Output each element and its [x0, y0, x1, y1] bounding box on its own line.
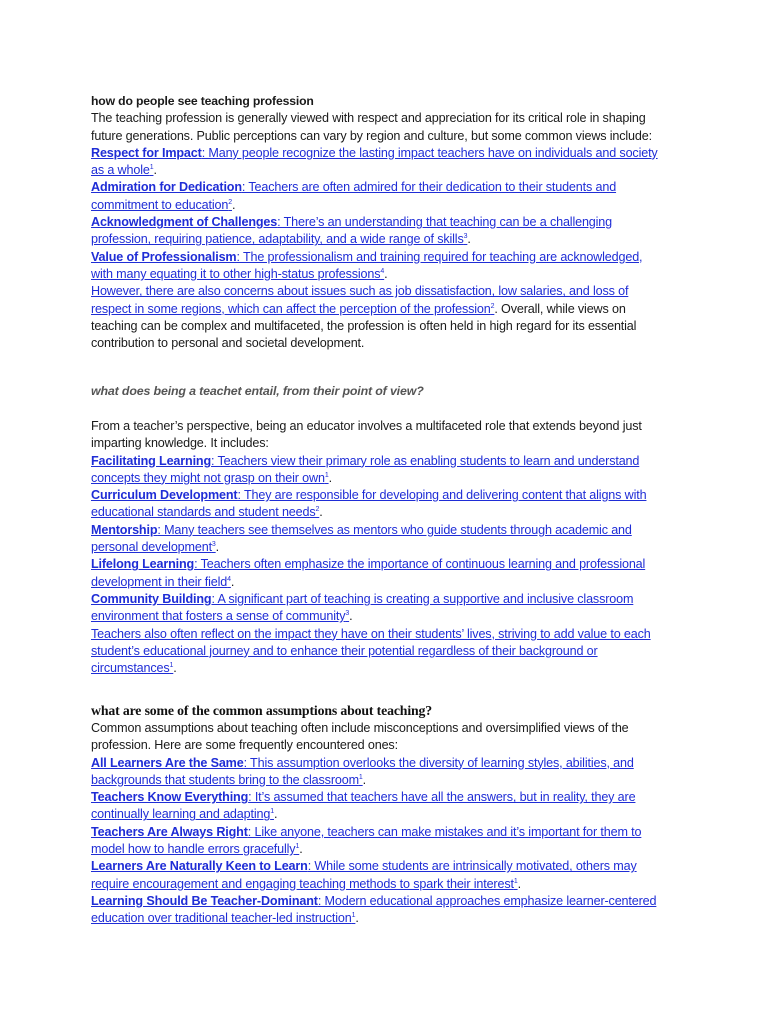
list-item-cont: as a whole$^1$.	[91, 163, 157, 178]
citation-link[interactable]: education over traditional teacher-led instruction$^1$	[91, 911, 356, 926]
citation-marker: 2	[490, 302, 495, 310]
section-heading: how do people see teaching profession	[91, 94, 314, 108]
list-item	[91, 824, 691, 841]
paragraph-line: teaching can be complex and multifaceted, the profession is often held in high regard for its essential	[91, 318, 637, 333]
section-public-perception	[91, 93, 691, 352]
citation-link[interactable]: with many equating it to other high-status professions$^4$	[91, 266, 385, 281]
list-item	[91, 453, 691, 470]
citation-link[interactable]: Mentorship: Many teachers see themselves as mentors who guide students through academic and	[91, 522, 632, 537]
list-item	[91, 487, 691, 504]
citation-link[interactable]: concepts they might not grasp on their own$^1$	[91, 470, 329, 485]
citation-link[interactable]: model how to handle errors gracefully$^1$	[91, 842, 300, 857]
concluding-line: circumstances$^1$.	[91, 661, 177, 676]
citation-link[interactable]: commitment to education$^2$	[91, 197, 232, 212]
paragraph-line: From a teacher’s perspective, being an educator involves a multifaceted role that extends beyond just	[91, 419, 642, 433]
citation-link[interactable]: Acknowledgment of Challenges: There’s an understanding that teaching can be a challenging	[91, 215, 613, 230]
citation-link[interactable]: circumstances$^1$	[91, 661, 174, 676]
citation-link[interactable]: personal development$^3$	[91, 540, 216, 555]
citation-marker: 1	[324, 471, 329, 479]
list-item-cont: education over traditional teacher-led instruction$^1$.	[91, 911, 359, 926]
citation-marker: 1	[358, 773, 363, 781]
list-item	[91, 755, 691, 772]
paragraph-line: The teaching profession is generally viewed with respect and appreciation for its critical role in shaping	[91, 111, 646, 126]
citation-marker: 2	[228, 198, 232, 206]
list-item-cont: development in their field$^4$.	[91, 574, 235, 589]
concluding-line	[91, 283, 691, 300]
list-item-cont: profession, requiring patience, adaptability, and a wide range of skills$^3$.	[91, 232, 471, 247]
list-item	[91, 556, 691, 573]
citation-link[interactable]: Respect for Impact: Many people recognize the lasting impact teachers have on individuals and society	[91, 145, 658, 160]
citation-link[interactable]: Learners Are Naturally Keen to Learn: While some students are intrinsically motivated, others may	[91, 859, 637, 874]
citation-marker: 3	[345, 610, 350, 618]
list-item	[91, 249, 691, 266]
citation-link[interactable]: Curriculum Development: They are responsible for developing and delivering content that aligns with	[91, 488, 647, 503]
list-item-cont: commitment to education$^2$.	[91, 197, 236, 212]
list-item-cont: concepts they might not grasp on their own$^1$.	[91, 470, 332, 485]
citation-link[interactable]: However, there are also concerns about issues such as job dissatisfaction, low salaries, and loss of	[91, 284, 629, 299]
citation-link[interactable]: backgrounds that students bring to the classroom$^1$	[91, 772, 363, 787]
citation-marker: 4	[380, 267, 385, 275]
citation-link[interactable]: respect in some regions, which can affect the perception of the profession$^2$	[91, 301, 495, 316]
concluding-line	[91, 626, 691, 643]
citation-link[interactable]: development in their field$^4$	[91, 574, 231, 589]
citation-link[interactable]: Learning Should Be Teacher-Dominant: Modern educational approaches emphasize learner-centered	[91, 893, 657, 908]
concluding-line: respect in some regions, which can affect the perception of the profession$^2$. Overall, while views on	[91, 301, 626, 316]
paragraph-line: profession. Here are some frequently encountered ones:	[91, 738, 398, 753]
citation-link[interactable]: student’s educational journey and to enhance their potential regardless of their background or	[91, 643, 598, 658]
citation-link[interactable]: Value of Professionalism: The professionalism and training required for teaching are acknowledged,	[91, 249, 643, 264]
list-item-cont: model how to handle errors gracefully$^1$.	[91, 842, 303, 857]
concluding-line	[91, 643, 691, 660]
citation-marker: 3	[463, 233, 468, 241]
citation-link[interactable]: Teachers Know Everything: It’s assumed that teachers have all the answers, but in reality, they are	[91, 790, 636, 805]
list-item-cont: personal development$^3$.	[91, 540, 220, 555]
citation-marker: 4	[227, 575, 231, 583]
citation-marker: 1	[149, 164, 154, 171]
citation-marker: 1	[513, 877, 518, 885]
citation-link[interactable]: All Learners Are the Same: This assumption overlooks the diversity of learning styles, abilities, and	[91, 755, 634, 770]
citation-marker: 1	[295, 842, 300, 850]
list-item-cont: environment that fosters a sense of community$^3$.	[91, 609, 353, 624]
paragraph-line: future generations. Public perceptions can vary by region and culture, but some common views include:	[91, 128, 652, 143]
citation-link[interactable]: environment that fosters a sense of community$^3$	[91, 609, 350, 624]
list-item-cont: require encouragement and engaging teaching methods to spark their interest$^1$.	[91, 876, 521, 891]
citation-marker: 3	[211, 540, 216, 548]
citation-marker: 1	[270, 808, 274, 816]
list-item	[91, 858, 691, 875]
section-teacher-view	[91, 382, 691, 677]
citation-link[interactable]: Facilitating Learning: Teachers view their primary role as enabling students to learn and understand	[91, 453, 640, 468]
list-item	[91, 789, 691, 806]
citation-link[interactable]: as a whole$^1$	[91, 163, 154, 178]
citation-link[interactable]: Teachers Are Always Right: Like anyone, teachers can make mistakes and it’s important for them to	[91, 824, 642, 839]
citation-marker: 2	[315, 506, 320, 514]
list-item	[91, 522, 691, 539]
citation-link[interactable]: continually learning and adapting$^1$	[91, 807, 274, 822]
section-heading: what does being a teachet entail, from their point of view?	[91, 384, 424, 398]
citation-link[interactable]: Community Building: A significant part of teaching is creating a supportive and inclusive classroom	[91, 591, 634, 606]
citation-link[interactable]: Admiration for Dedication: Teachers are often admired for their dedication to their students and	[91, 180, 617, 195]
paragraph-line: contribution to personal and societal development.	[91, 336, 365, 351]
citation-link[interactable]: educational standards and student needs$^2$	[91, 505, 320, 520]
citation-link[interactable]: Lifelong Learning: Teachers often emphasize the importance of continuous learning and professional	[91, 557, 646, 572]
list-item-cont: educational standards and student needs$^2$.	[91, 505, 323, 520]
citation-link[interactable]: require encouragement and engaging teaching methods to spark their interest$^1$	[91, 876, 518, 891]
section-heading: what are some of the common assumptions about teaching?	[91, 703, 433, 718]
list-item	[91, 214, 691, 231]
list-item-cont: continually learning and adapting$^1$.	[91, 807, 278, 822]
list-item	[91, 145, 691, 162]
citation-marker: 1	[169, 661, 174, 669]
list-item-cont: backgrounds that students bring to the classroom$^1$.	[91, 772, 367, 787]
citation-link[interactable]: Teachers also often reflect on the impact they have on their students’ lives, striving to add value to each	[91, 626, 651, 641]
list-item-cont: with many equating it to other high-status professions$^4$.	[91, 266, 388, 281]
list-item	[91, 179, 691, 196]
list-item	[91, 893, 691, 910]
citation-link[interactable]: profession, requiring patience, adaptability, and a wide range of skills$^3$	[91, 232, 468, 247]
paragraph-line: Common assumptions about teaching often include misconceptions and oversimplified views of the	[91, 721, 629, 735]
paragraph-line: imparting knowledge. It includes:	[91, 436, 269, 451]
section-common-assumptions	[91, 702, 691, 928]
citation-marker: 1	[351, 912, 356, 920]
list-item	[91, 591, 691, 608]
